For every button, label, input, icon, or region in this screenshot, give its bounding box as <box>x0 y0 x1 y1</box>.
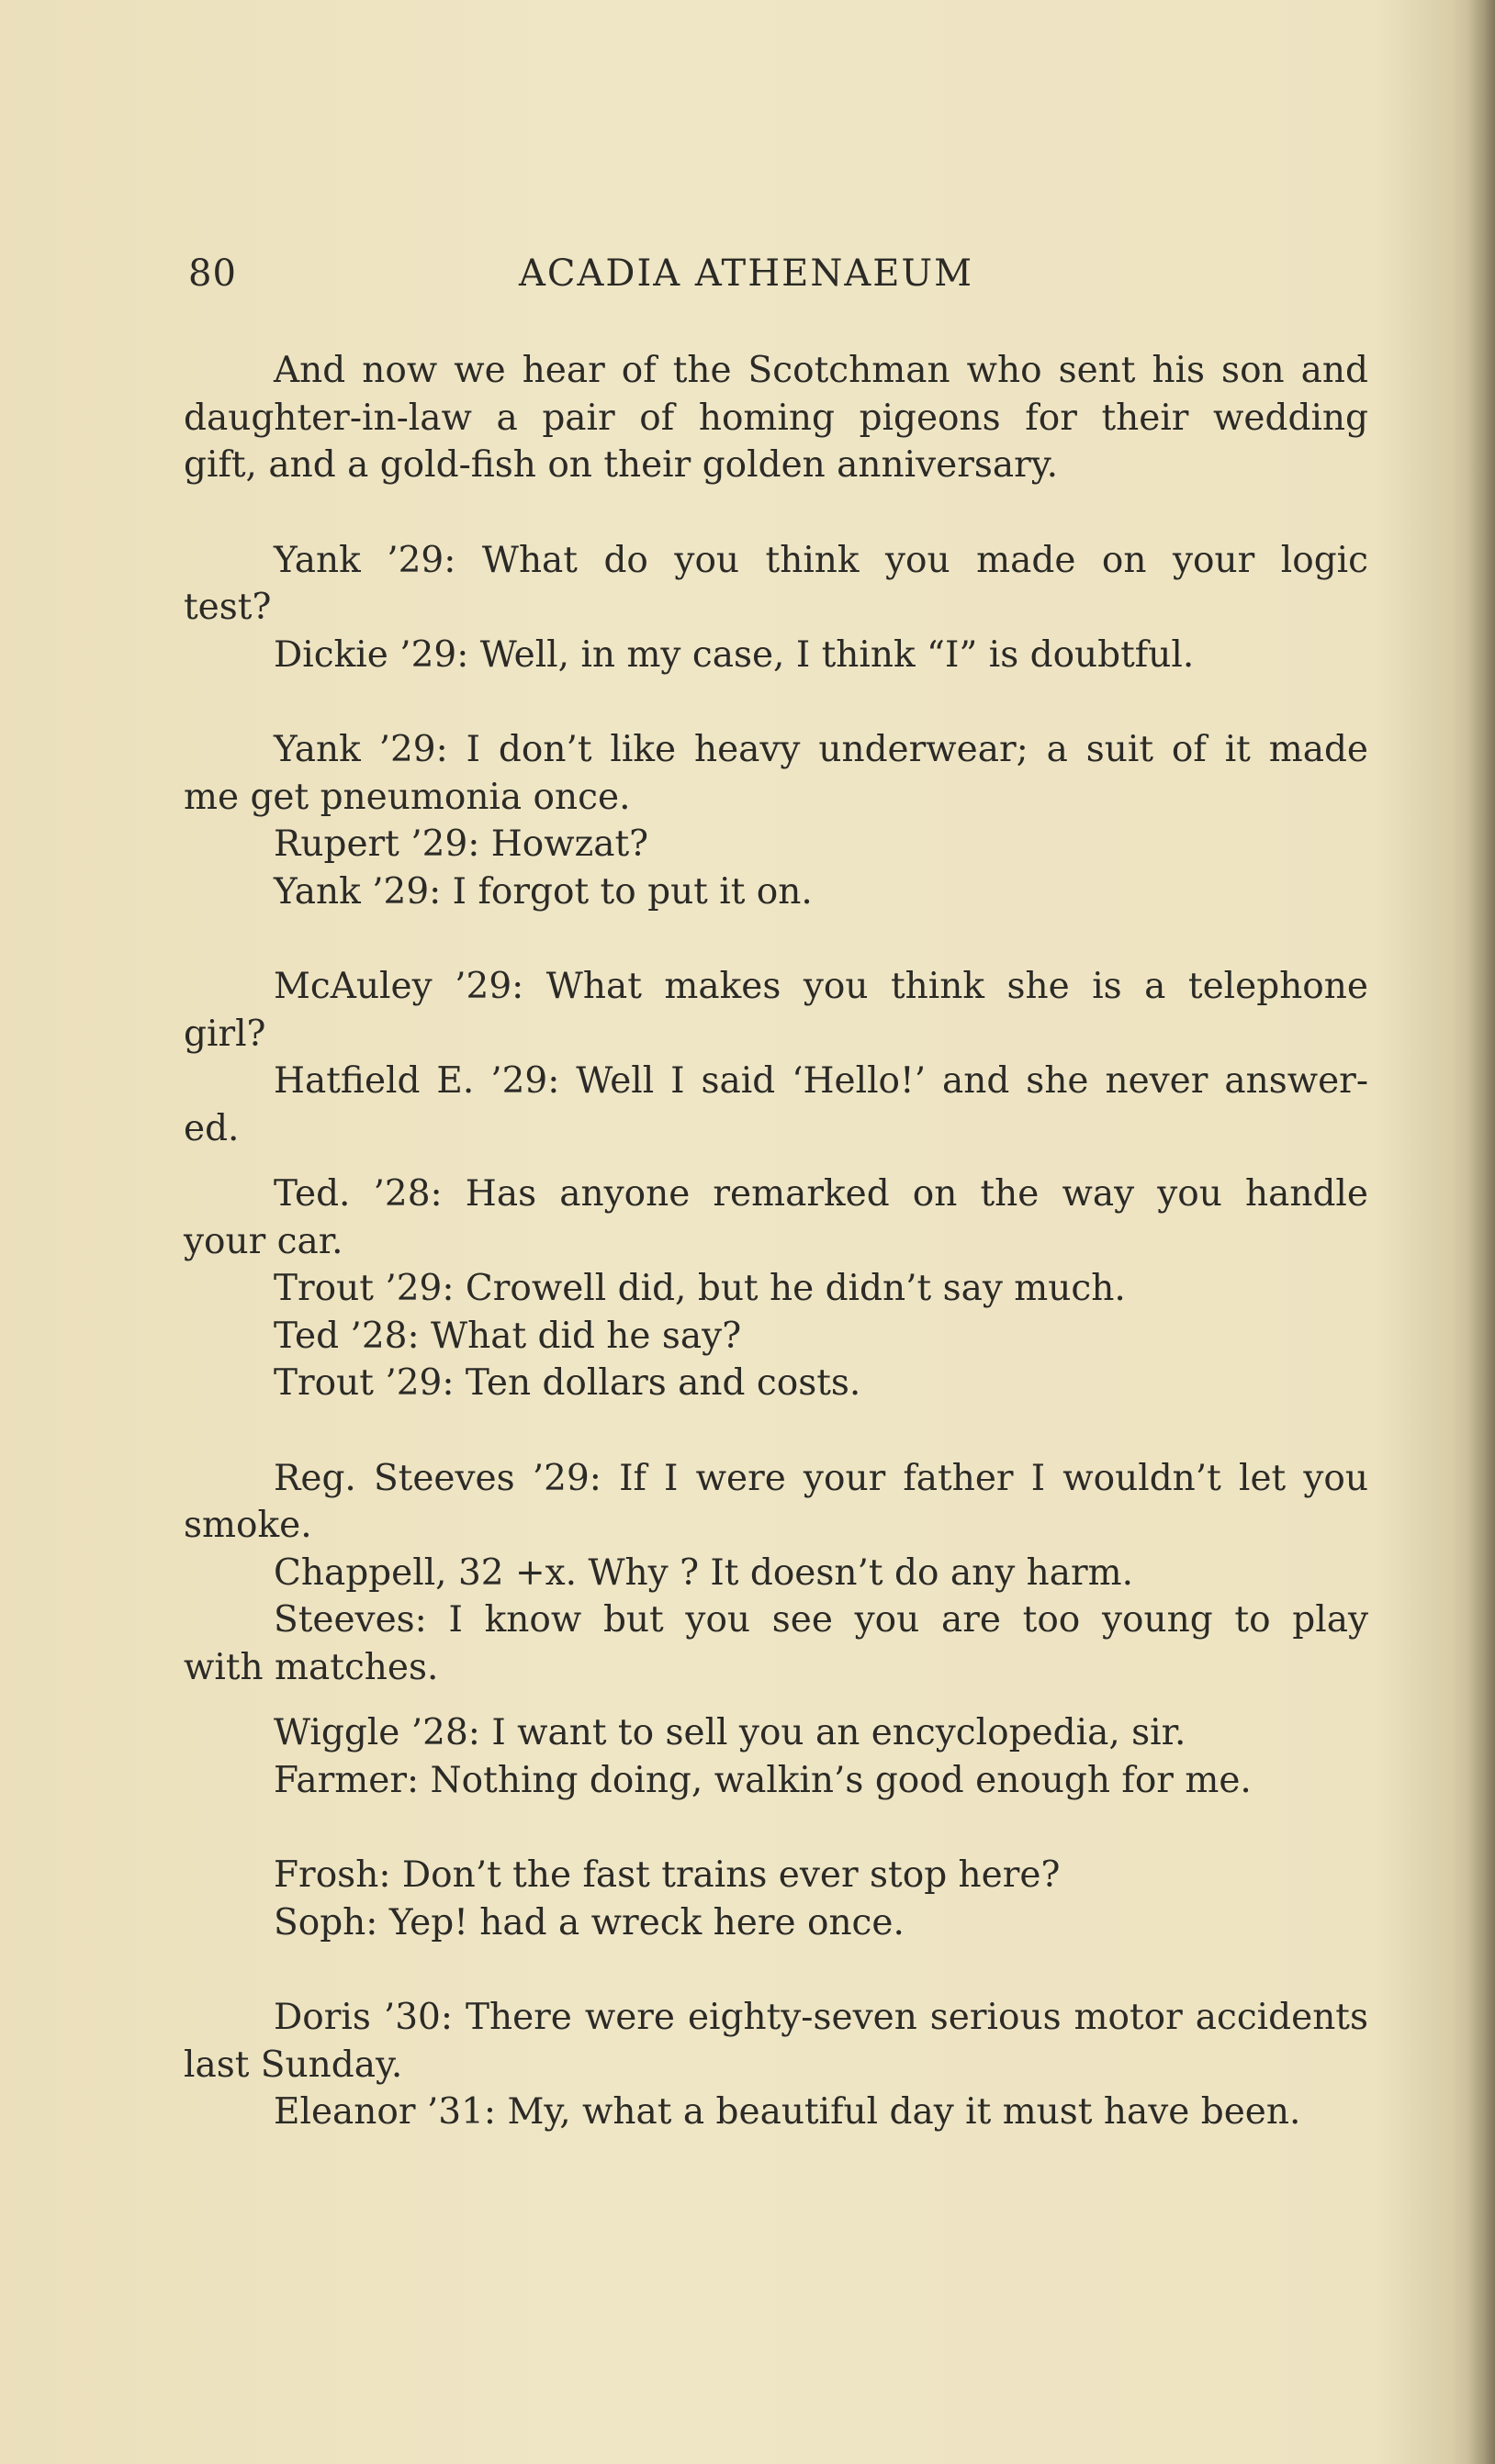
joke-telephone-girl <box>184 963 1368 1152</box>
text-line: Hatfield E. ’29: Well I said ‘Hello!’ and she never answer- <box>274 1060 1368 1102</box>
joke-underwear <box>184 726 1368 915</box>
text-line: Wiggle ’28: I want to sell you an encyclopedia, sir. <box>274 1712 1186 1753</box>
text-line: ed. <box>184 1107 240 1149</box>
joke-encyclopedia <box>184 1709 1368 1804</box>
running-header <box>188 252 1024 308</box>
text-line: Eleanor ’31: My, what a beautiful day it must have been. <box>274 2091 1301 2133</box>
joke-motor-accidents <box>184 1994 1368 2136</box>
joke-scotchman <box>184 347 1368 489</box>
text-line: Trout ’29: Ten dollars and costs. <box>274 1362 861 1404</box>
text-line: Trout ’29: Crowell did, but he didn’t say much. <box>274 1268 1126 1309</box>
text-line: Soph: Yep! had a wreck here once. <box>274 1901 905 1943</box>
text-line: Reg. Steeves ’29: If I were your father I wouldn’t let you <box>274 1457 1368 1499</box>
text-line: Yank ’29: What do you think you made on your logic <box>274 539 1368 581</box>
page-number: 80 <box>188 252 237 295</box>
text-line: last Sunday. <box>184 2044 403 2086</box>
text-line: Farmer: Nothing doing, walkin’s good enough for me. <box>274 1759 1252 1801</box>
text-line: Doris ’30: There were eighty-seven serious motor accidents <box>274 1997 1368 2038</box>
text-line: Rupert ’29: Howzat? <box>274 823 649 865</box>
text-line: me get pneumonia once. <box>184 776 631 818</box>
text-line: girl? <box>184 1013 266 1055</box>
journal-title: ACADIA ATHENAEUM <box>519 252 974 295</box>
text-line: with matches. <box>184 1646 439 1688</box>
joke-handle-car <box>184 1170 1368 1407</box>
joke-fast-trains <box>184 1852 1368 1946</box>
text-line: Yank ’29: I forgot to put it on. <box>274 870 813 913</box>
text-line: test? <box>184 587 272 628</box>
text-line: McAuley ’29: What makes you think she is a telephone <box>274 966 1368 1007</box>
text-line: your car. <box>184 1220 343 1262</box>
text-line: Ted. ’28: Has anyone remarked on the way you handle <box>274 1173 1368 1215</box>
text-line: Dickie ’29: Well, in my case, I think “I” is doubtful. <box>274 633 1195 676</box>
joke-logic-test <box>184 537 1368 679</box>
page-body <box>184 347 1368 2136</box>
text-line: Frosh: Don’t the fast trains ever stop here? <box>274 1854 1061 1896</box>
text-line: daughter-in-law a pair of homing pigeons for their wedding <box>184 397 1368 439</box>
text-line: Yank ’29: I don’t like heavy underwear; a suit of it made <box>274 729 1368 770</box>
text-line: Ted ’28: What did he say? <box>274 1315 742 1357</box>
text-line: smoke. <box>184 1505 312 1546</box>
text-line: And now we hear of the Scotchman who sent his son and <box>274 350 1368 391</box>
text-line: Chappell, 32 +x. Why ? It doesn’t do any harm. <box>274 1551 1134 1594</box>
page-edge-shadow <box>1467 0 1495 2464</box>
text-line: Steeves: I know but you see you are too young to play <box>274 1599 1368 1641</box>
text-line: gift, and a gold-fish on their golden anniversary. <box>184 444 1059 486</box>
joke-smoke <box>184 1455 1368 1692</box>
